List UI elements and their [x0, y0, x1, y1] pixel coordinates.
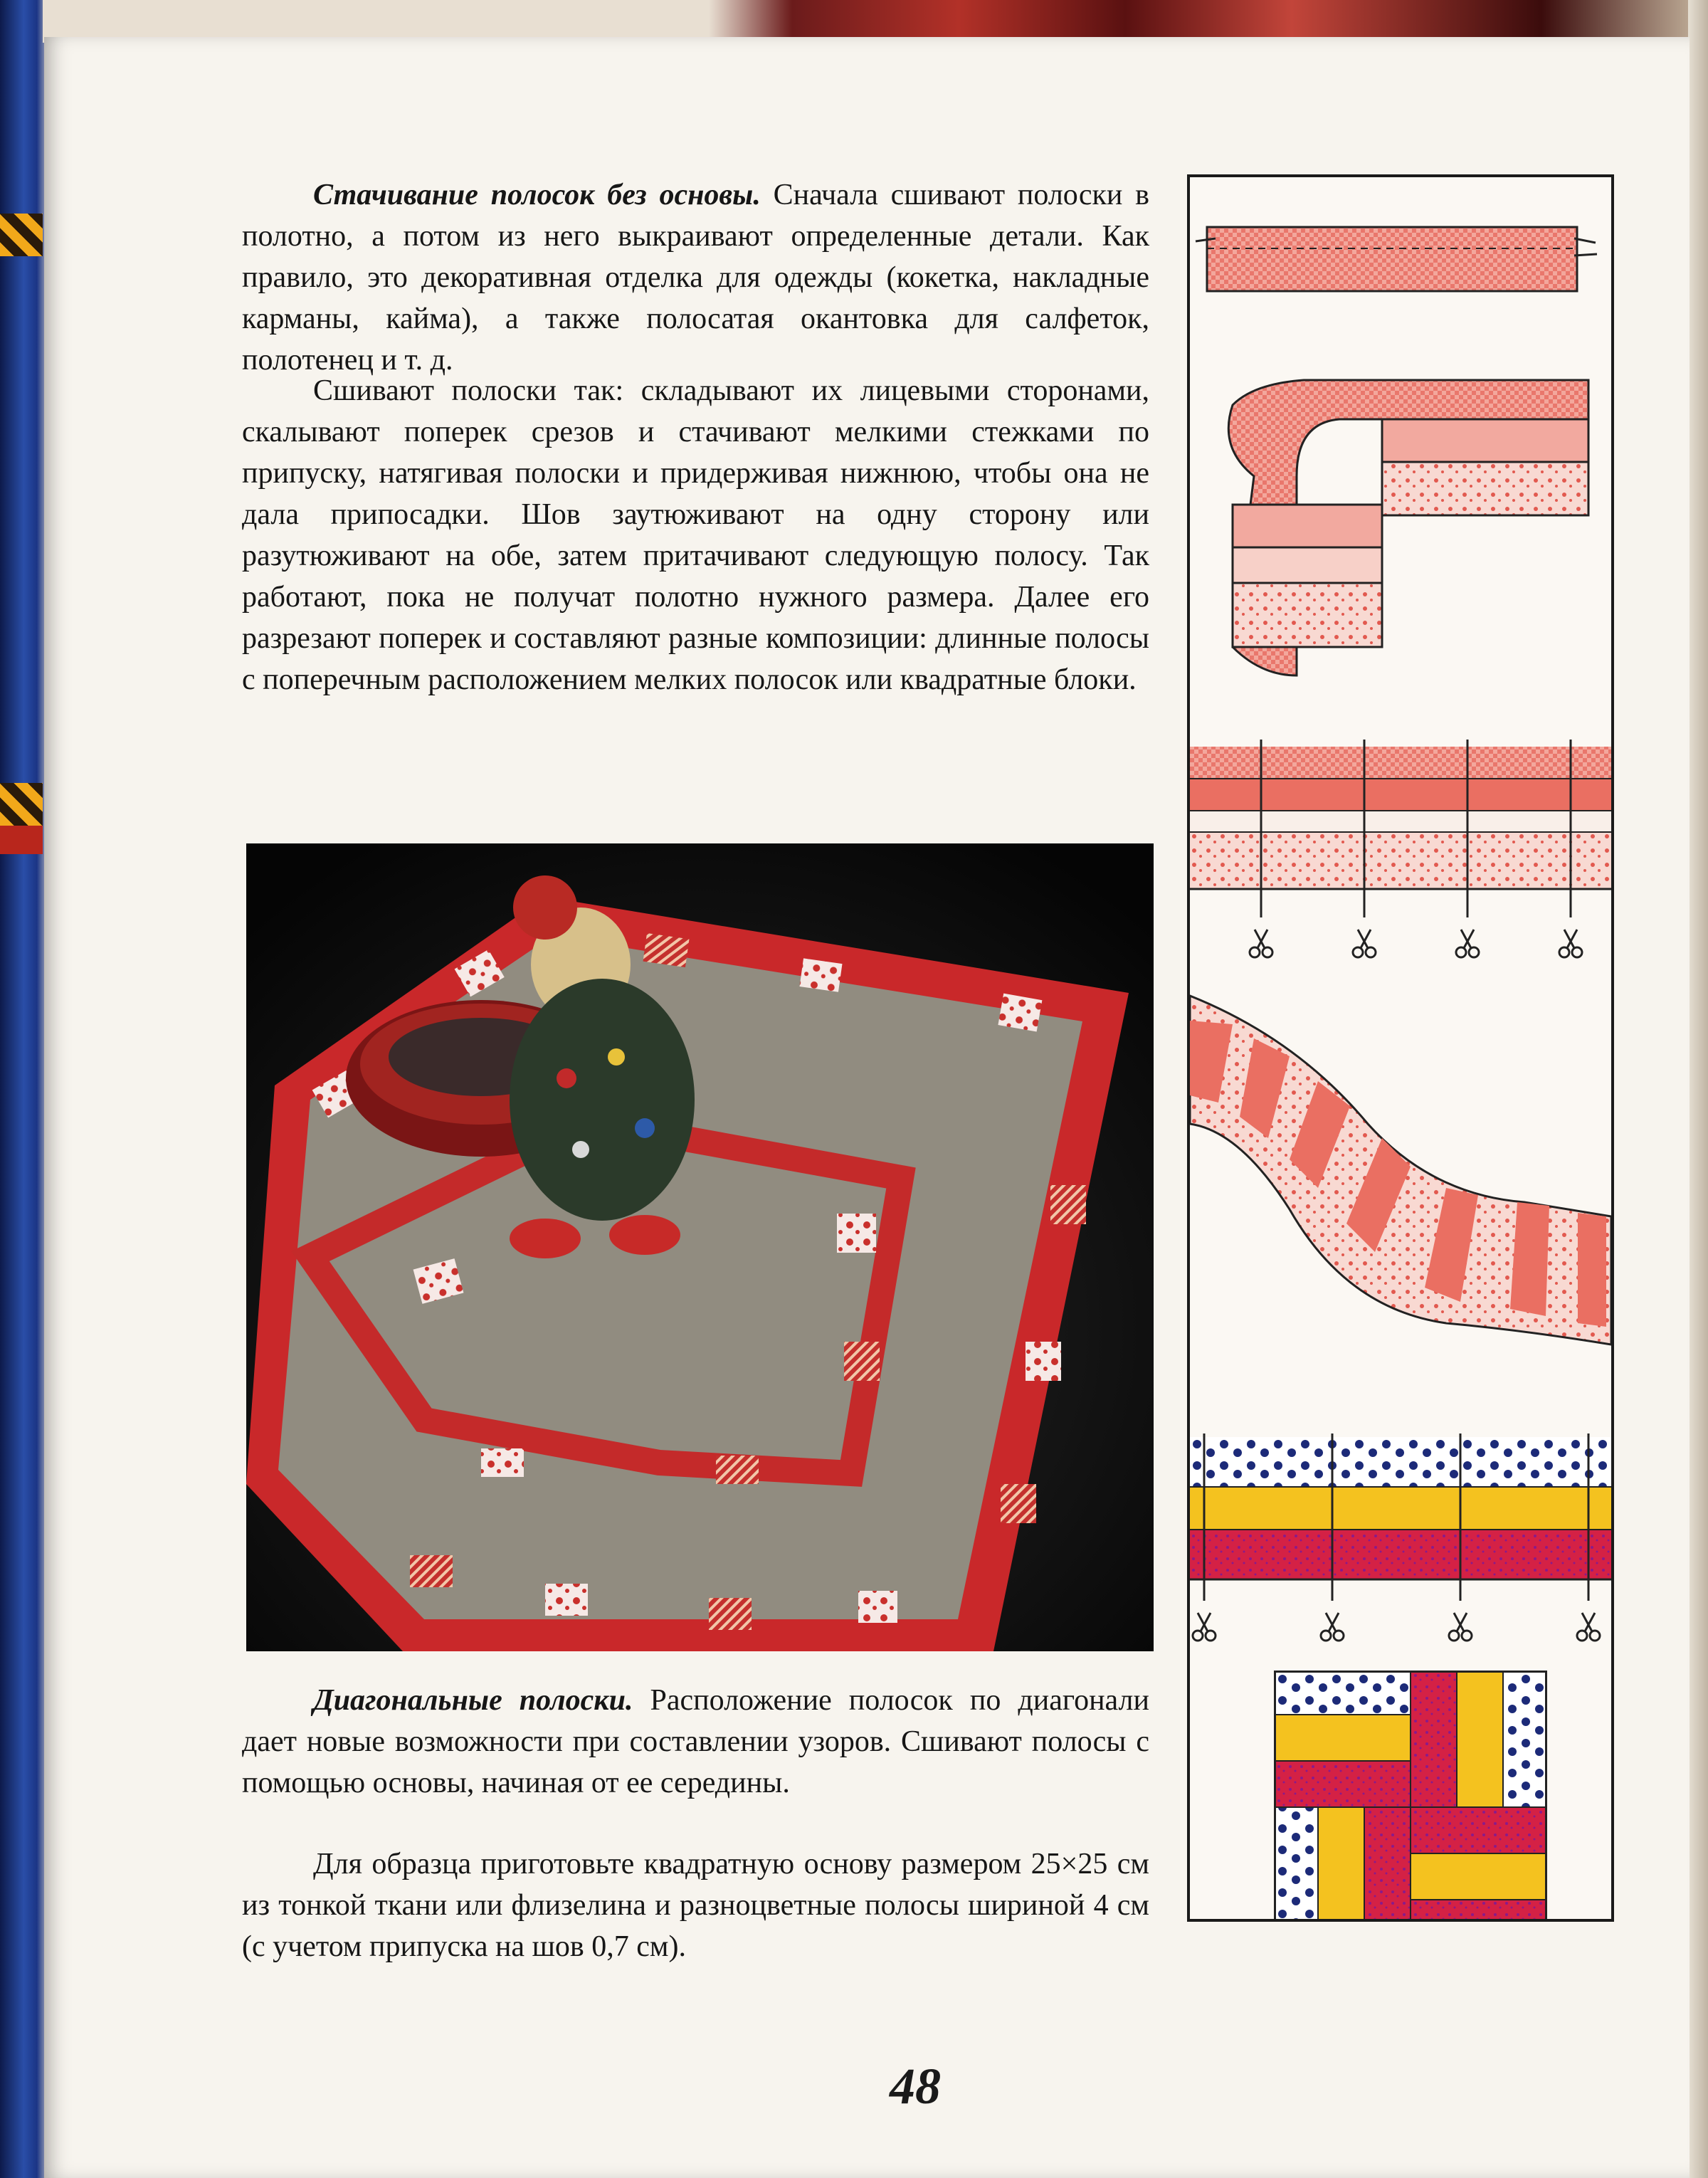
spine-decoration-bottom	[0, 783, 43, 826]
diagram-illustration	[1190, 177, 1611, 1919]
step-3-strip-set-cut	[1190, 740, 1611, 917]
scissors-icon	[1353, 930, 1376, 957]
paragraph-2-text: Сшивают полоски так: складывают их лицевыми сторонами, скалывают поперек срезов и стачивают мелкими стежками по припуску, натягивая полоски и придерживая нижнюю, чтобы она не дала припосадки. Шов заутюживают на одну сторону или разутюживают на обе, затем притачивают следующую полосу. Так работают, пока не получат полотно нужного размера. Далее его разрезают поперек и составляют разные композиции: длинные полосы с поперечным расположением мелких полосок или квадратные блоки.	[242, 374, 1149, 696]
scissors-icon	[1559, 930, 1582, 957]
step-6-assembled-block	[1275, 1672, 1546, 1919]
page-right-edge	[1688, 0, 1708, 2178]
scissors-icon	[1250, 930, 1272, 957]
scissors-icon	[1577, 1613, 1600, 1641]
diagram-strip-piecing-steps	[1187, 174, 1614, 1922]
scissors-icon	[1456, 930, 1479, 957]
spine-band	[0, 826, 43, 854]
heading-diagonal-strips: Диагональные полоски.	[313, 1684, 633, 1717]
step-4-wavy-band	[1190, 996, 1611, 1345]
paragraph-3-text: Расположение полосок по диагонали дает новые возможности при составлении узоров. Сшивают полосы с помощью основы, начиная от ее середины.	[242, 1684, 1149, 1799]
paragraph-sample-preparation	[242, 1843, 1149, 1967]
step-2-rolled-strips	[1228, 380, 1588, 675]
paragraph-how-to-sew	[242, 370, 1149, 700]
scissors-icon	[1321, 1613, 1344, 1641]
photo-patchwork-napkin	[246, 843, 1154, 1651]
napkin-illustration	[246, 843, 1154, 1651]
heading-stitching-without-base: Стачивание полосок без основы.	[313, 179, 761, 211]
paragraph-4-text: Для образца приготовьте квадратную основу размером 25×25 см из тонкой ткани или флизелина и разноцветные полосы шириной 4 см (с учетом припуска на шов 0,7 см).	[242, 1848, 1149, 1963]
paragraph-diagonal-strips	[242, 1680, 1149, 1804]
page-number: 48	[890, 2058, 941, 2115]
next-page-edge	[43, 0, 1708, 43]
step-5-strip-set-colored	[1190, 1433, 1611, 1601]
scissors-icon	[1193, 1613, 1216, 1641]
paragraph-stitching-without-base	[242, 174, 1149, 381]
step-1-strips-pinned	[1196, 227, 1597, 291]
paragraph-1-text: Сначала сшивают полоски в полотно, а потом из него выкраивают определенные детали. Как правило, это декоративная отделка для одежды (кокетка, накладные карманы, кайма), а также полосатая окантовка для салфеток, полотенец и т. д.	[242, 179, 1149, 377]
spine-decoration-top	[0, 214, 43, 256]
scissors-icon	[1449, 1613, 1472, 1641]
